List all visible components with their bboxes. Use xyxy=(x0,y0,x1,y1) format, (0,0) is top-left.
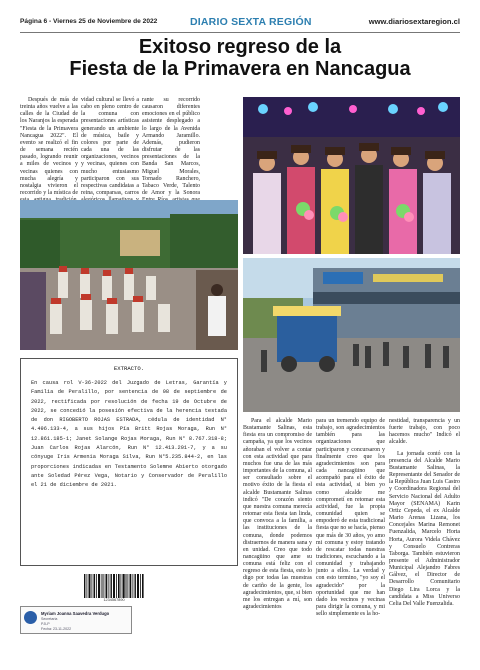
barcode-image xyxy=(83,574,145,598)
page-header xyxy=(20,16,460,32)
signer-role: Secretaria xyxy=(41,617,58,621)
page-label: Página 6 - Viernes 25 de Noviembre de 2022 xyxy=(20,18,158,25)
article-column-5: para un tremendo equipo de trabajo, son agradecimientos también para las organizaciones que participaron y concursaron y finalmente creo que los agradecimientos son para cada nancagüino que acompañó para el éxito de esta actividad, si bien yo como alcalde me comprometí en retomar esta actividad, fue la propia comunidad quien se empoderó de esta tradicional fiesta que no se hacía, pienso que más de 30 años, yo amo mi comuna y estoy tratando de rescatar todas nuestras tradiciones, escuchando a la comunidad y trabajando junto a ellos. La verdad y con esto termino, "yo soy el agradecido" por la oportunidad que me han dado los vecinos y vecinas para dirigir la comuna, y mi sello simplemente es la ho- xyxy=(316,418,385,618)
signer-name: Myriam Joanna Saavedra Verdugo xyxy=(41,611,110,616)
article-headline xyxy=(20,36,460,80)
headline-line-1: Exitoso regreso de la xyxy=(138,36,342,58)
legal-extract-box xyxy=(20,358,238,566)
article-column-1: Después de más de treinta años vuelve a las calles de la Ciudad de los Naranjos la esperada "Fiesta de la Primavera Nancagua 2022". El evento se realizó el fin de semana recién pasado, logrando reunir a miles de vecinos y vecinas quienes con mucha alegría y nostalgia vivieron el recorrido y la mística de xyxy=(20,97,78,197)
extract-title: EXTRACTO. xyxy=(113,365,145,372)
article-column-6: nestidad, transparencia y un fuerte trabajo, con poco hacemos mucho" Indicó el alcalde. La jornada contó con la presencia del Alcalde Mario Bustamante Salinas, la Representante del Senador de la República Juan Luis Castro y Coordinadora Regional del Servicio Nacional del Adulto Mayor (SENAMA) Karin Ortiz Cepeda, el ex Alcalde Mario Arenas Lizana, los Concejales Marina Remonet Fuenzalida, Marcelo Horta Horta, Aurora Videla Chávez y Consuelo Contreras Taborga. También estuvieron presente el Administrador Municipal Alejandro Fabres Gálvez, el Director de Desarrollo Comunitario Diego Lira Lorca y la candidata a Miss Universo Celia Del Valle Fuenzalida. xyxy=(389,418,460,607)
signature-date: Fecha: 23-11-2022 xyxy=(41,627,72,631)
newspaper-name: DIARIO SEXTA REGIÓN xyxy=(190,16,312,28)
electronic-signature xyxy=(20,606,132,634)
street-photo xyxy=(243,258,460,412)
barcode-number: 1234567890 xyxy=(103,598,125,602)
seal-icon xyxy=(24,611,37,624)
header-divider xyxy=(20,32,460,33)
article-column-2: vidad cultural se llevó a cabo en pleno centro de la comuna con presentaciones artísticas generando un ambiente de música, baile y colores por parte de cada una de las organizaciones, vecinos y vecinas, quienes con mucho entusiasmo participaron con sus respectivas candidatas a reina, comparsas, carros xyxy=(81,97,139,197)
signer-office: PJLP xyxy=(41,622,50,626)
extract-body: En causa rol V-36-2022 del Juzgado de Letras, Garantía y Familia de Peralillo, por sentencia de 08 de septiembre de 2022, rectificada por resolución de fecha 19 de Octubre de 2022, se concedió la posesión efectiva de la herencia testada de don RIGOBERTO ROJAS ESTRADA, cédula de identidad N° 4.496.133-4, a sus hijos Pía Britt Rojas Moraga, Run N° 12.861.185-1; Janet Solange Rojas Moraga, Run N° 8.767.318-8; Juan Carlos Rojas Alarcón, Run N° 12.413.201-7, y a su cónyuge Iris Armenia Moraga Silva, Run N°5.235.844-2, en las proporciones indicadas en Testamento Solemne Abierto otorgado ante Soledad Pérez Vega, Notario y Conservador de Peralillo el 21 de diciembre de 2021. xyxy=(31,380,227,489)
article-column-3: rante su recorrido causaron diferentes emociones en el público asistente desplegado a lo largo de la Avenida Armando Jaramillo. Además, pudieron disfrutar de las presentaciones de la Banda San Marcos, Miguel Morales, Tornado Ranchero, Tabaco Verde, Talento de Amor y la Sonora xyxy=(142,97,200,197)
headline-line-2: Fiesta de la Primavera en Nancagua xyxy=(69,58,411,80)
parade-photo xyxy=(20,200,238,350)
stage-photo xyxy=(243,97,460,254)
article-column-4: Para el alcalde Mario Bustamante Salinas, esta fiesta era un compromiso de campaña, ya que los vecinos añoraban el volver a contar con esta actividad que para muchos fue una de las más importantes de la comuna, al ser consultado sobre el motivo éxito de la fiesta el alcalde Bustamante Salinas indicó "De corazón siento que nuestra comuna merecía retomar esta fiesta tan linda, que convoca a la familia, a las instituciones de la comuna, donde podemos distraernos de manera sana y en unidad. Creo que todo nancagüino que ame su comuna está feliz con el regreso de esta fiesta, esto lo digo por todas las muestras de cariño de la gente, los agradecimientos, que, si bien me los entregan a mí, son agradecimientos xyxy=(243,418,312,611)
website-link[interactable]: www.diariosextaregion.cl xyxy=(368,17,460,26)
